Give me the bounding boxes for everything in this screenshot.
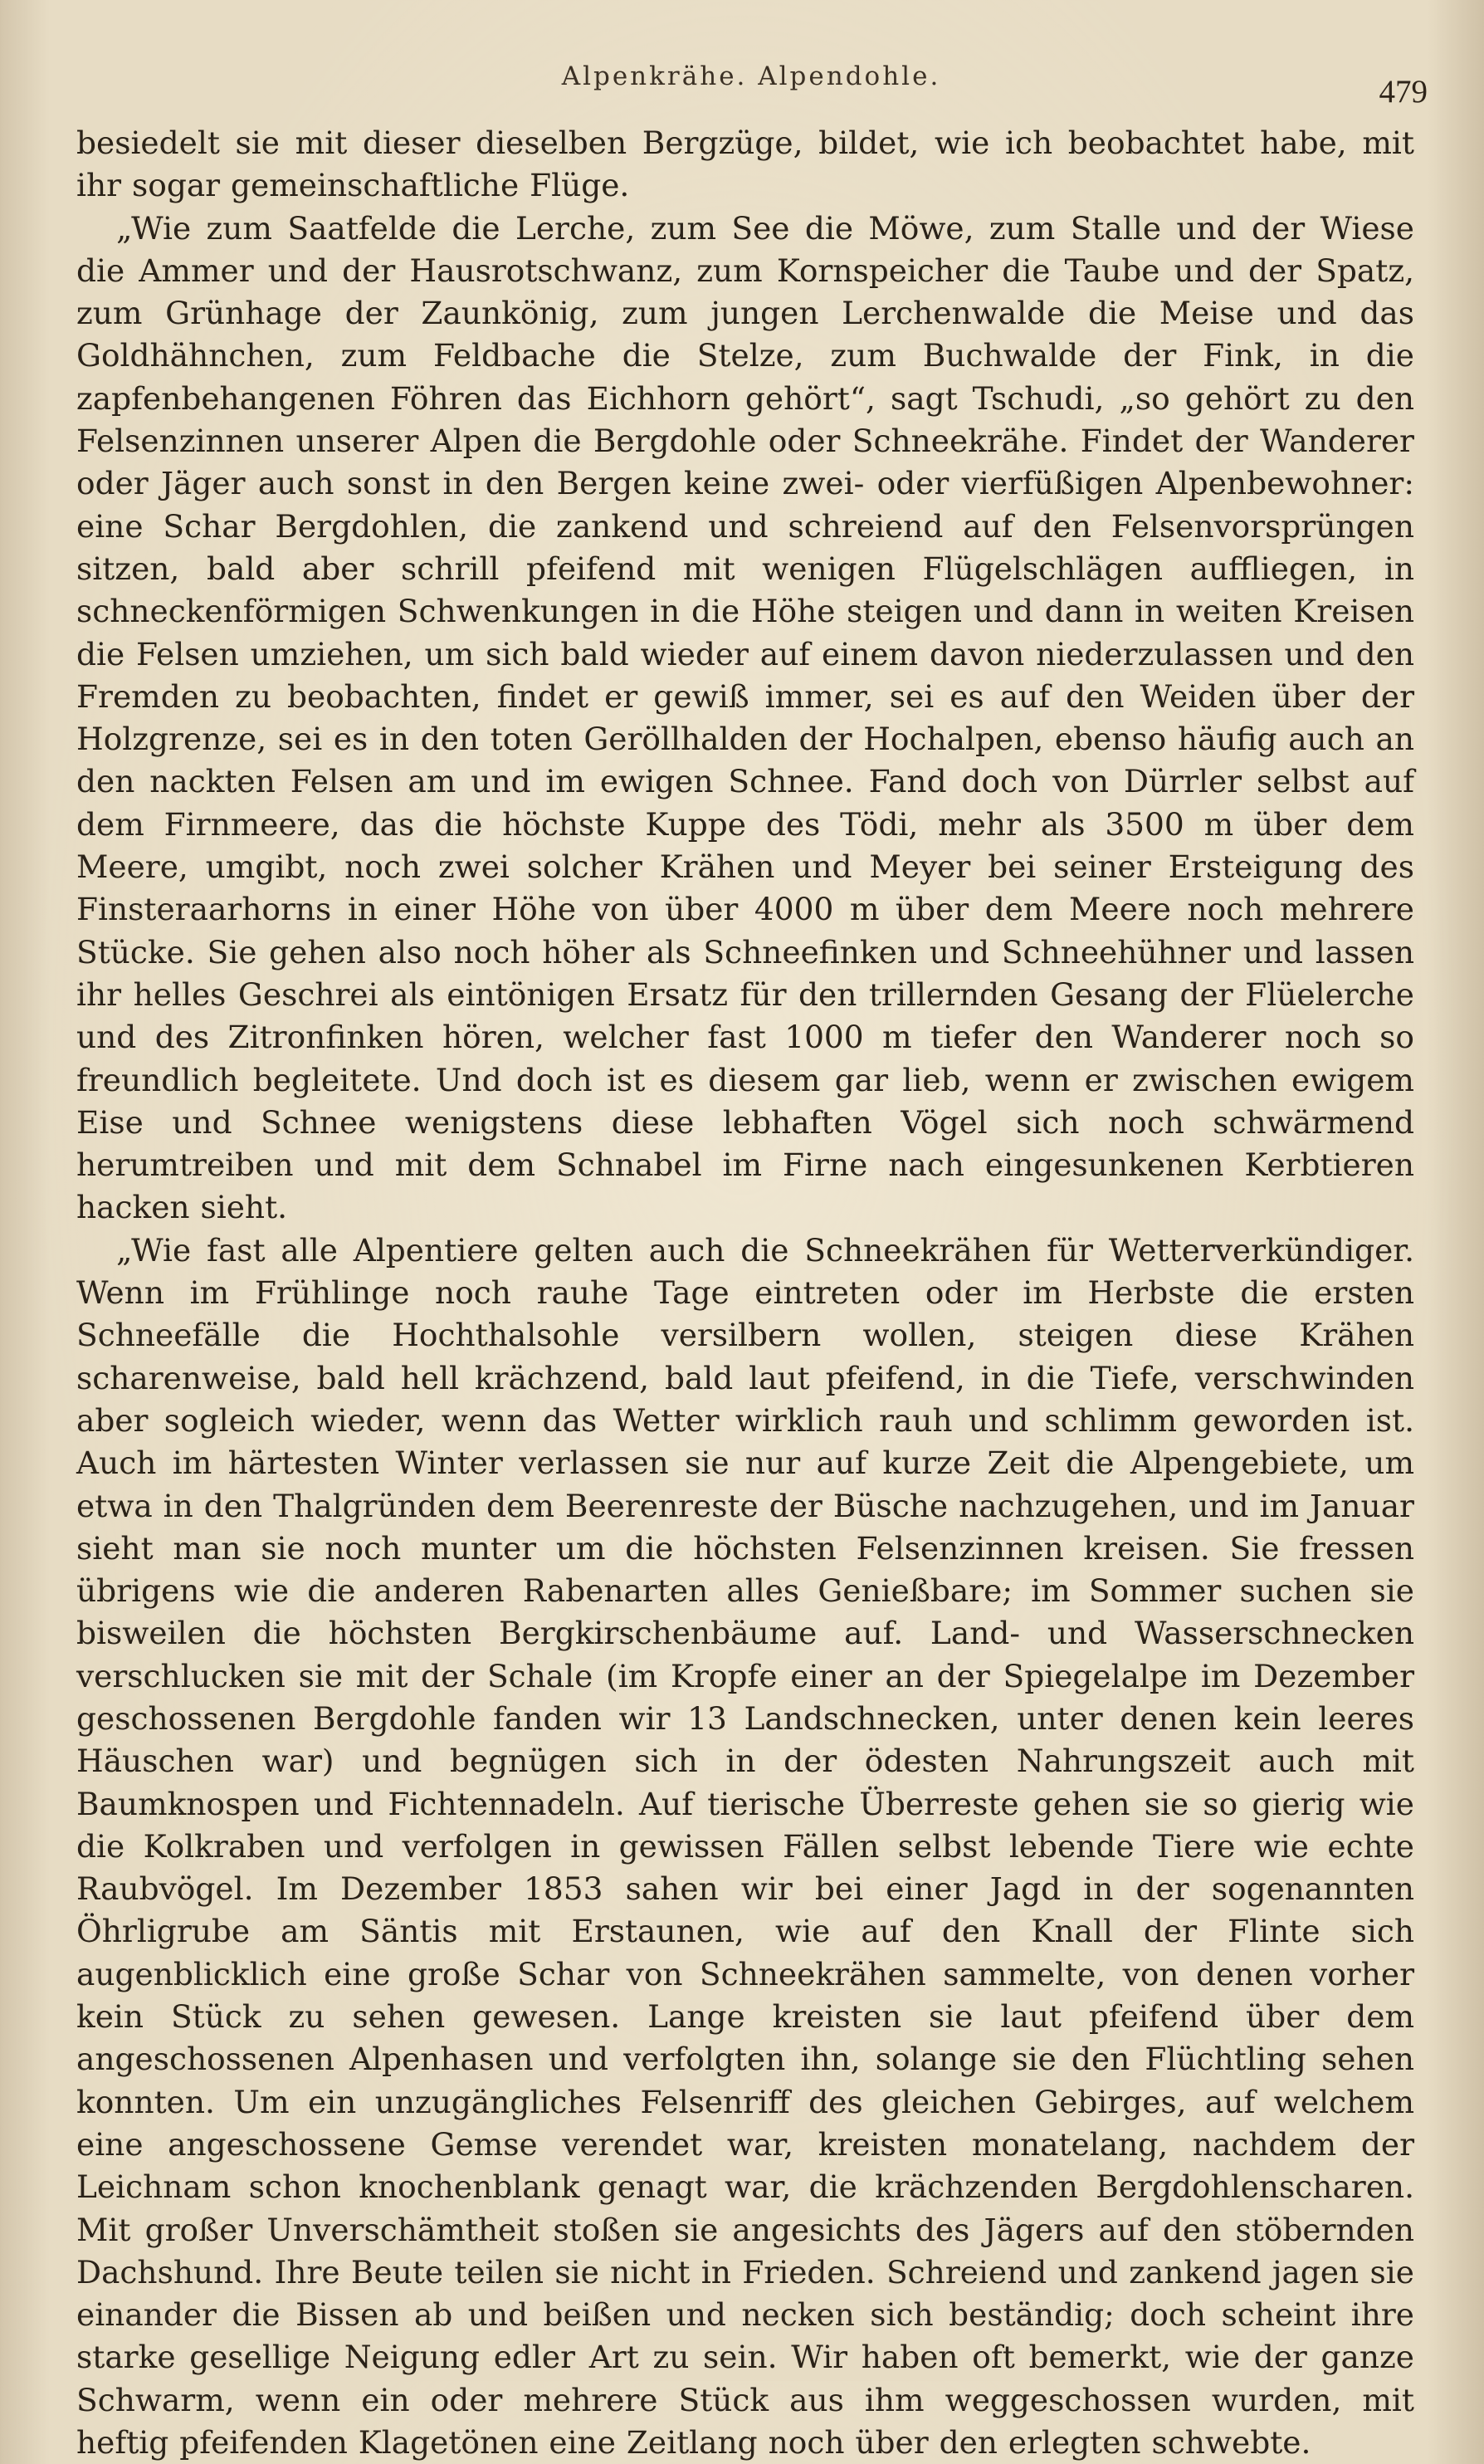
- body-text: [76, 122, 1414, 2464]
- page-number: 479: [1379, 74, 1428, 110]
- page-header: [75, 50, 1428, 108]
- paragraph-continuation: besiedelt sie mit dieser dieselben Bergzüge, bildet, wie ich beobachtet habe, mit ihr sogar gemeinschaftliche Flüge.: [76, 125, 1414, 204]
- paragraph-weather-prophets: „Wie fast alle Alpentiere gelten auch die Schneekrähen für Wetterverkündiger. Wenn im Frühlinge noch rauhe Tage eintreten oder im Herbste die ersten Schneefälle die Hochthalsohle versilbern wollen, steigen diese Krähen scharenweise, bald hell krächzend, bald laut pfeifend, in die Tiefe, verschwinden aber sogleich wieder, wenn das Wetter wirklich rauh und schlimm geworden ist. Auch im härtesten Winter verlassen sie nur auf kurze Zeit die Alpengebiete, um etwa in den Thalgründen dem Beerenreste der Büsche nachzugehen, und im Januar sieht man sie noch munter um die höchsten Felsenzinnen kreisen. Sie fressen übrigens wie die anderen Rabenarten alles Genießbare; im Sommer suchen sie bisweilen die höchsten Bergkirschenbäume auf. Land- und Wasserschnecken verschlucken sie mit der Schale (im Kropfe einer an der Spiegelalpe im Dezember geschossenen Bergdohle fanden wir 13 Landschnecken, unter denen kein leeres Häuschen war) und begnügen sich in der ödesten Nahrungszeit auch mit Baumknospen und Fichtennadeln. Auf tierische Überreste gehen sie so gierig wie die Kolkraben und verfolgen in gewissen Fällen selbst lebende Tiere wie echte Raubvögel. Im Dezember 1853 sahen wir bei einer Jagd in der sogenannten Öhrligrube am Säntis mit Erstaunen, wie auf den Knall der Flinte sich augenblicklich eine große Schar von Schneekrähen sammelte, von denen vorher kein Stück zu sehen gewesen. Lange kreisten sie laut pfeifend über dem angeschossenen Alpenhasen und verfolgten ihn, solange sie den Flüchtling sehen konnten. Um ein unzugängliches Felsenriff des gleichen Gebirges, auf welchem eine angeschossene Gemse verendet war, kreisten monatelang, nachdem der Leichnam schon knochenblank genagt war, die krächzenden Bergdohlenscharen. Mit großer Unverschämtheit stoßen sie angesichts des Jägers auf den stöbernden Dachshund. Ihre Beute teilen sie nicht in Frieden. Schreiend und zankend jagen sie einander die Bissen ab und beißen und necken sich beständig; doch scheint ihre starke gesellige Neigung edler Art zu sein. Wir haben oft bemerkt, wie der ganze Schwarm, wenn ein oder mehrere Stück aus ihm weggeschossen wurden, mit heftig pfeifenden Klagetönen eine Zeitlang noch über den erlegten schwebte.: [76, 1231, 1414, 2462]
- running-title: Alpenkrähe. Alpendohle.: [561, 61, 941, 91]
- paragraph-tschudi-quote: „Wie zum Saatfelde die Lerche, zum See die Möwe, zum Stalle und der Wiese die Ammer und der Hausrotschwanz, zum Kornspeicher die Taube und der Spatz, zum Grünhage der Zaunkönig, zum jungen Lerchenwalde die Meise und das Goldhähnchen, zum Feldbache die Stelze, zum Buchwalde der Fink, in die zapfenbehangenen Föhren das Eichhorn gehört“, sagt Tschudi, „so gehört zu den Felsenzinnen unserer Alpen die Bergdohle oder Schneekrähe. Findet der Wanderer oder Jäger auch sonst in den Bergen keine zwei- oder vierfüßigen Alpenbewohner: eine Schar Bergdohlen, die zankend und schreiend auf den Felsenvorsprüngen sitzen, bald aber schrill pfeifend mit wenigen Flügelschlägen auffliegen, in schneckenförmigen Schwenkungen in die Höhe steigen und dann in weiten Kreisen die Felsen umziehen, um sich bald wieder auf einem davon niederzulassen und den Fremden zu beobachten, findet er gewiß immer, sei es auf den Weiden über der Holzgrenze, sei es in den toten Geröllhalden der Hochalpen, ebenso häufig auch an den nackten Felsen am und im ewigen Schnee. Fand doch von Dürrler selbst auf dem Firnmeere, das die höchste Kuppe des Tödi, mehr als 3500 m über dem Meere, umgibt, noch zwei solcher Krähen und Meyer bei seiner Ersteigung des Finsteraarhorns in einer Höhe von über 4000 m über dem Meere noch mehrere Stücke. Sie gehen also noch höher als Schneefinken und Schneehühner und lassen ihr helles Geschrei als eintönigen Ersatz für den trillernden Gesang der Flüelerche und des Zitronfinken hören, welcher fast 1000 m tiefer den Wanderer noch so freundlich begleitete. Und doch ist es diesem gar lieb, wenn er zwischen ewigem Eise und Schnee wenigstens diese lebhaften Vögel sich noch schwärmend herumtreiben und mit dem Schnabel im Firne nach eingesunkenen Kerbtieren hacken sieht.: [76, 209, 1414, 1226]
